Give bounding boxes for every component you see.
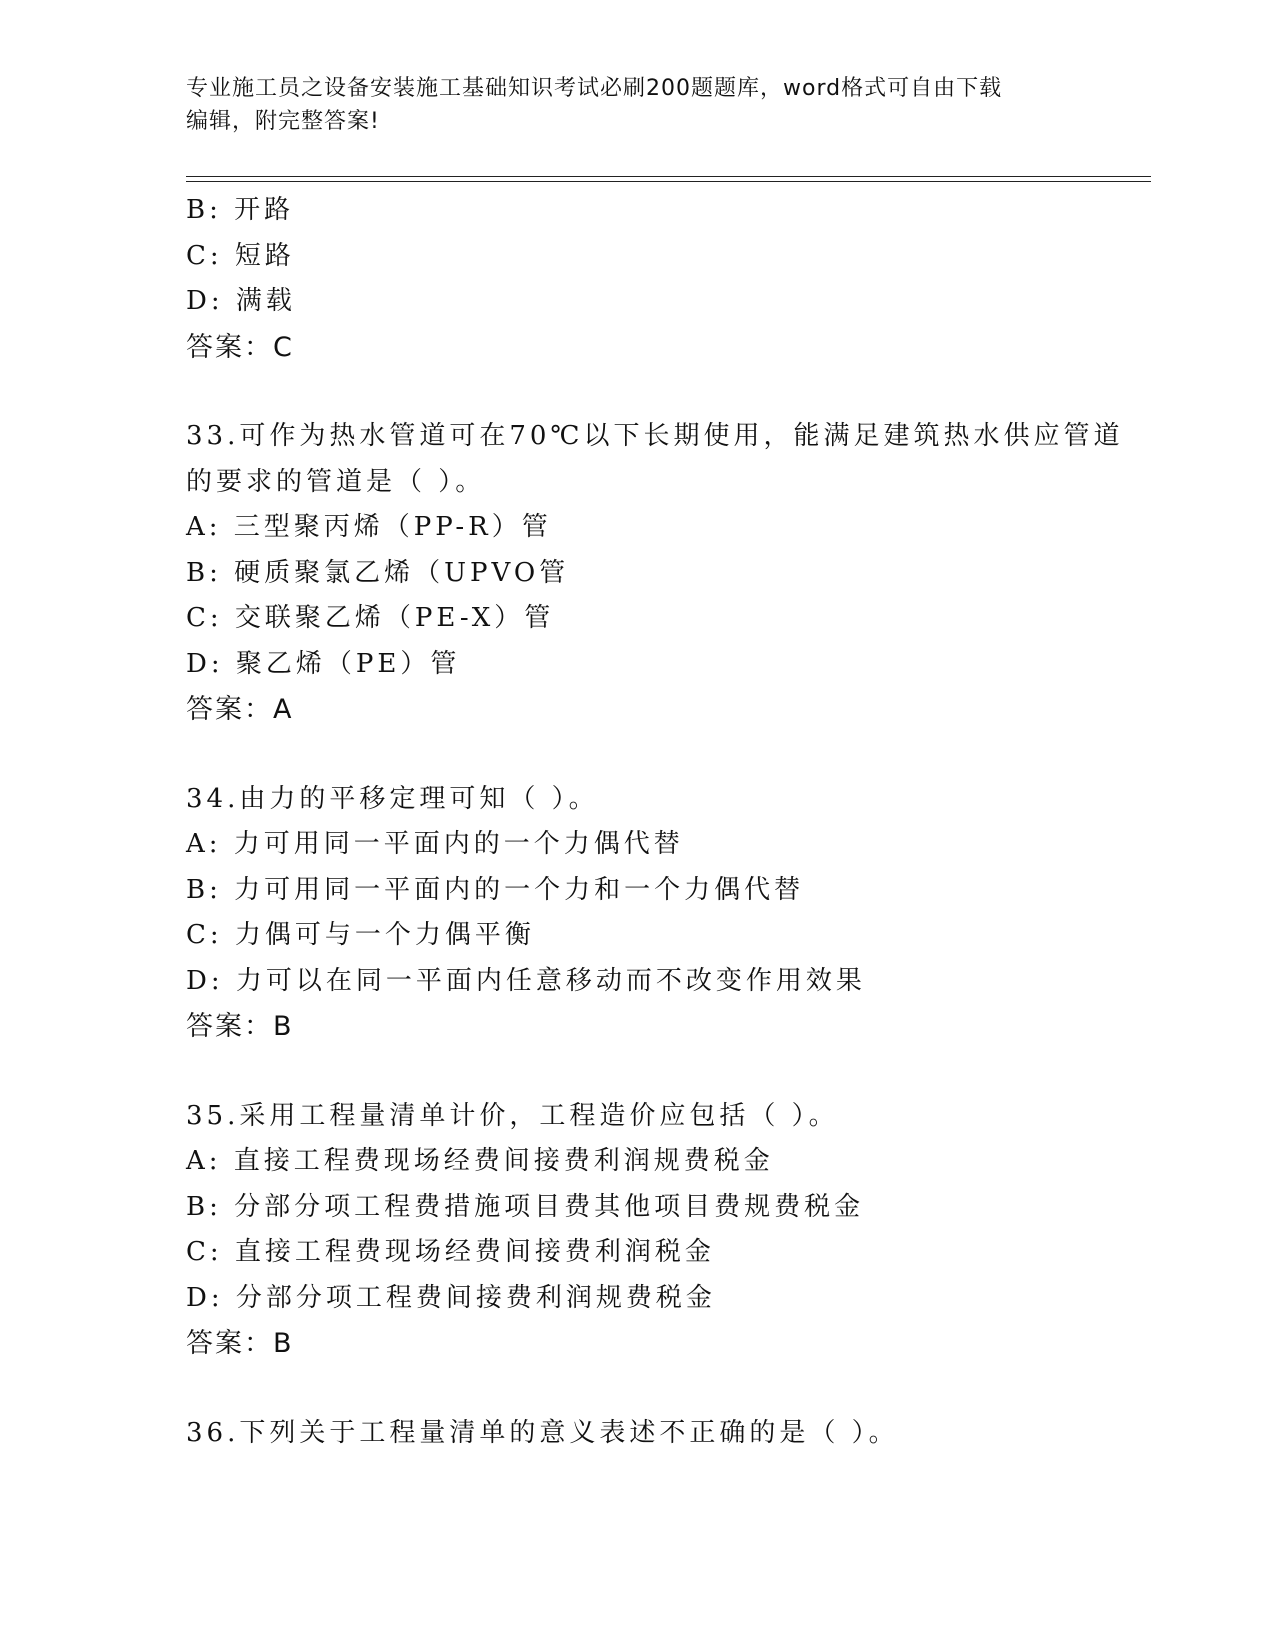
header-line-2: 编辑，附完整答案!	[186, 109, 380, 134]
option-d: D: 聚乙烯（PE）管	[186, 648, 461, 679]
question-stem: 34.由力的平移定理可知（ ）。	[186, 783, 599, 814]
answer: 答案：B	[186, 1011, 294, 1042]
option-d: D: 满载	[186, 286, 296, 316]
option-a: A: 力可用同一平面内的一个力偶代替	[186, 829, 684, 859]
question-33	[186, 414, 1124, 733]
option-c: C: 力偶可与一个力偶平衡	[186, 920, 535, 950]
option-d: D: 力可以在同一平面内任意移动而不改变作用效果	[186, 965, 866, 996]
option-a: A: 三型聚丙烯（PP-R）管	[186, 512, 552, 542]
question-stem: 36.下列关于工程量清单的意义表述不正确的是（ ）。	[186, 1417, 899, 1448]
answer: 答案：B	[186, 1328, 294, 1359]
previous-question-tail	[186, 188, 1106, 370]
question-34	[186, 777, 1106, 1050]
answer: 答案：A	[186, 694, 294, 725]
option-b: B: 力可用同一平面内的一个力和一个力偶代替	[186, 874, 805, 905]
question-35	[186, 1094, 1106, 1367]
question-stem: 33.可作为热水管道可在70℃以下长期使用，能满足建筑热水供应管道	[186, 421, 1124, 451]
question-36	[186, 1411, 1106, 1457]
answer: 答案：C	[186, 331, 294, 363]
question-stem: 的要求的管道是（ ）。	[186, 466, 486, 497]
option-b: B: 开路	[186, 195, 295, 225]
header-divider-thick	[186, 181, 1151, 182]
option-b: B: 分部分项工程费措施项目费其他项目费规费税金	[186, 1191, 865, 1222]
header-divider-thin	[186, 176, 1151, 177]
header-line-1: 专业施工员之设备安装施工基础知识考试必刷200题题库，word格式可自由下载	[186, 76, 1003, 101]
option-a: A: 直接工程费现场经费间接费利润规费税金	[186, 1146, 774, 1176]
option-c: C: 交联聚乙烯（PE-X）管	[186, 603, 555, 633]
option-b: B: 硬质聚氯乙烯（UPVO管	[186, 557, 570, 588]
document-header	[186, 72, 1086, 138]
option-d: D: 分部分项工程费间接费利润规费税金	[186, 1282, 716, 1313]
question-stem: 35.采用工程量清单计价，工程造价应包括（ ）。	[186, 1100, 839, 1131]
option-c: C: 直接工程费现场经费间接费利润税金	[186, 1237, 715, 1267]
option-c: C: 短路	[186, 240, 295, 271]
question-content	[186, 188, 1124, 1456]
